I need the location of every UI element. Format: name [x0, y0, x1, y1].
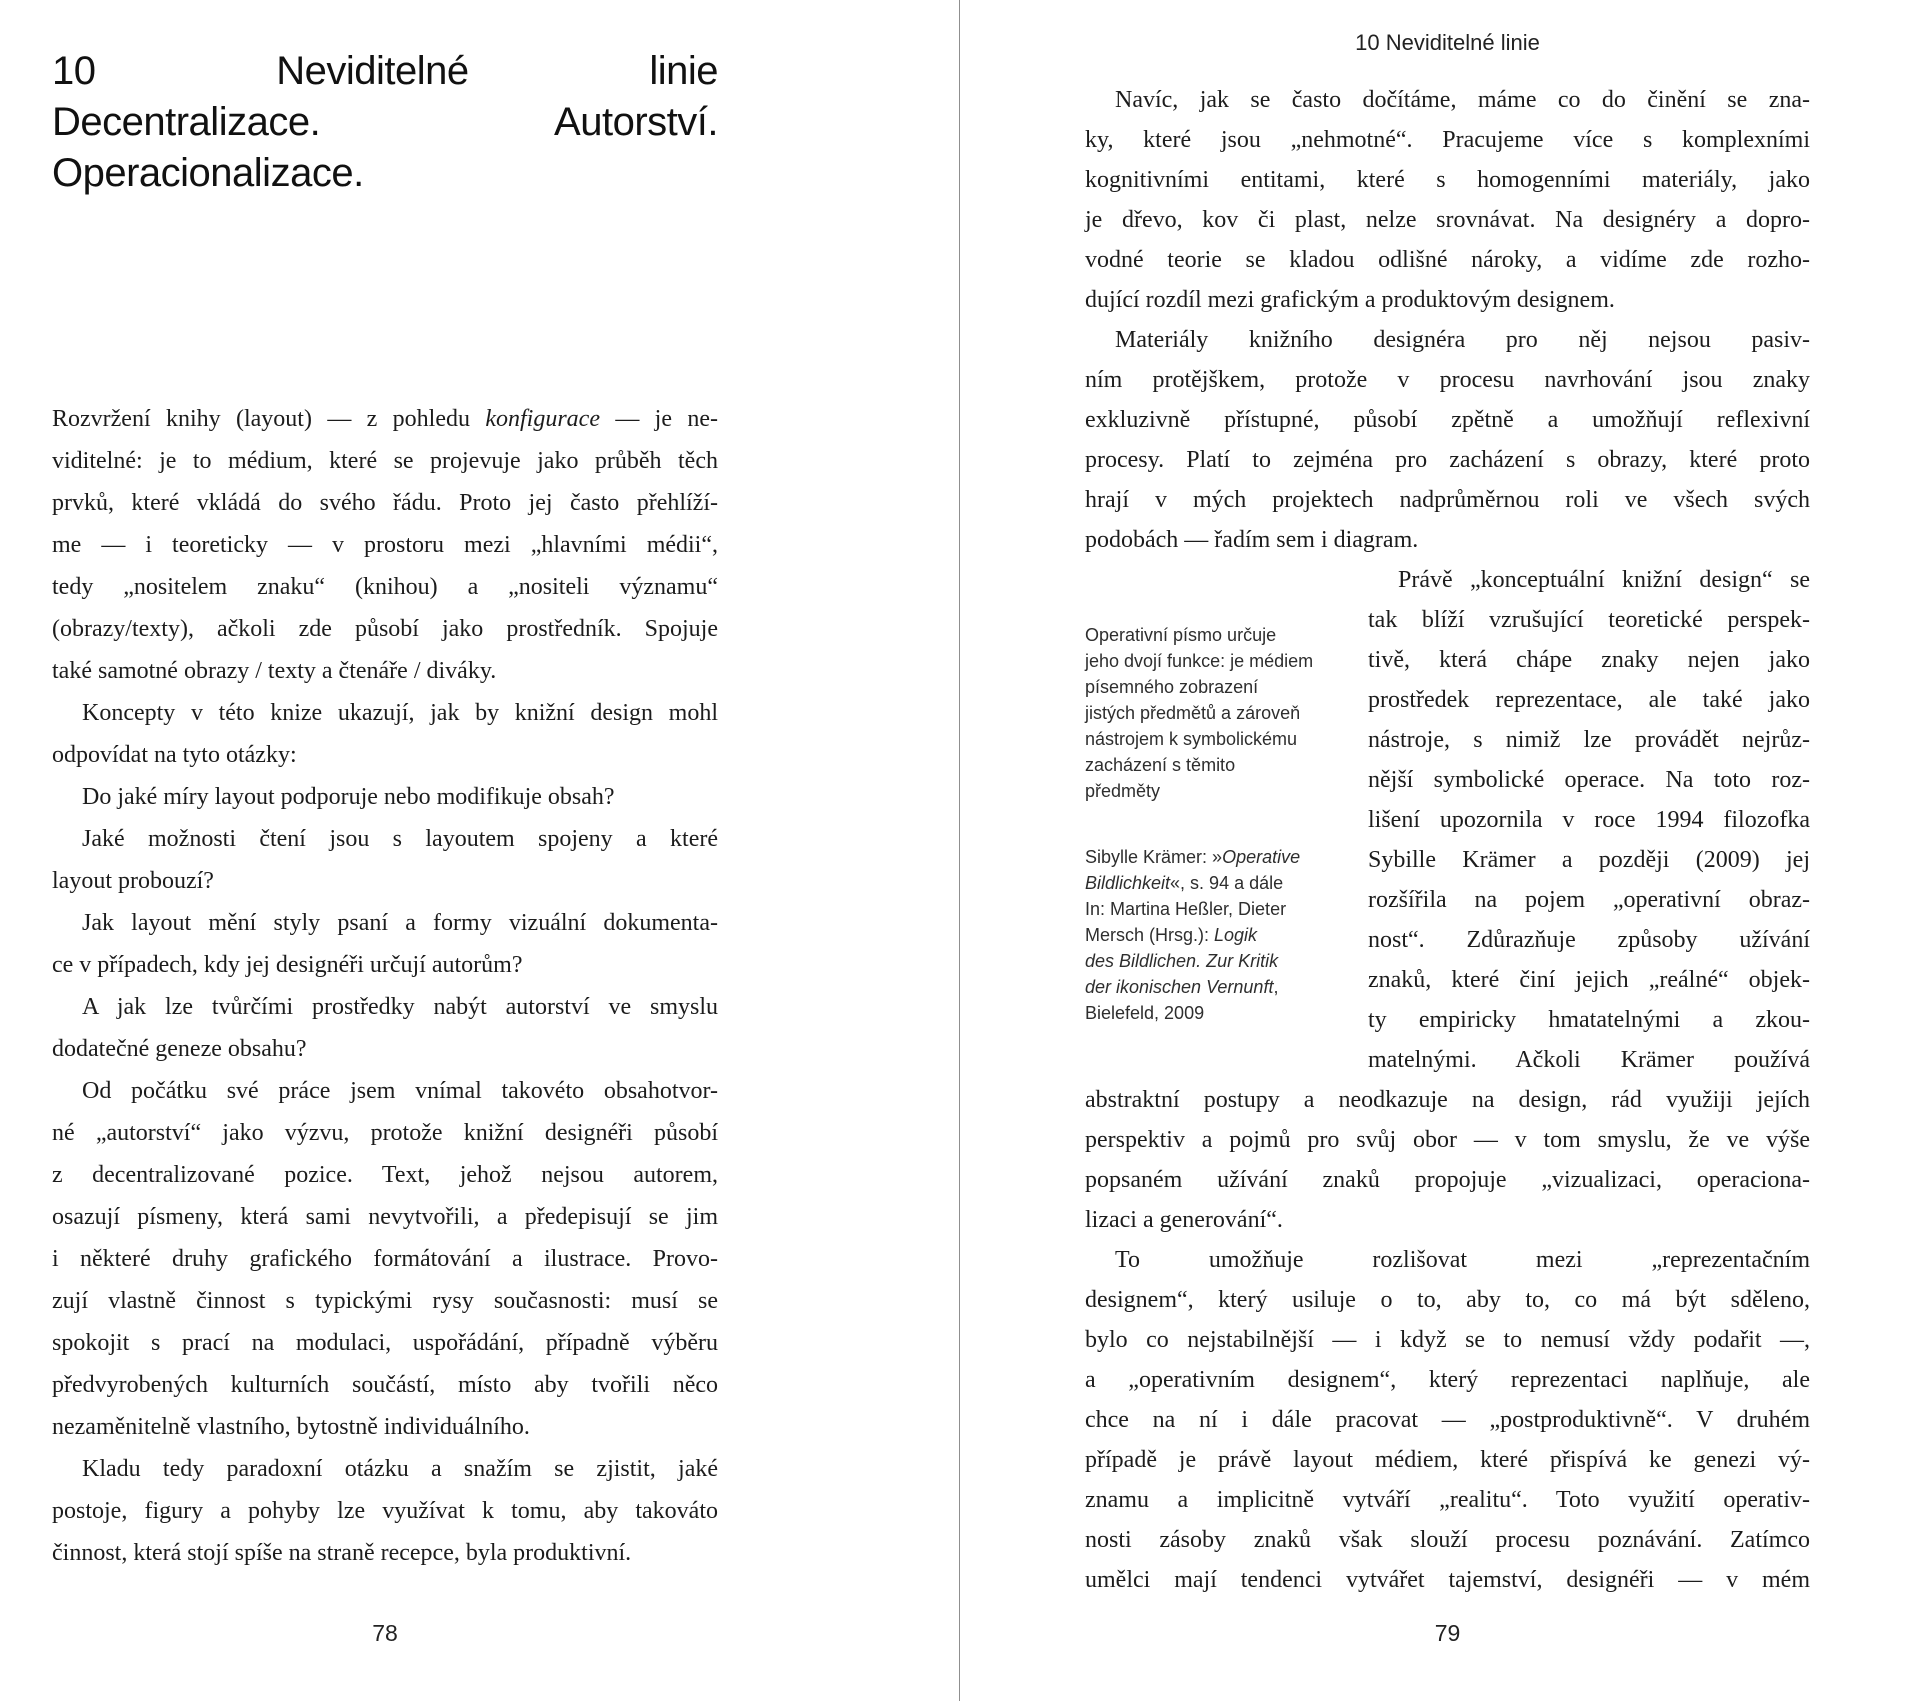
- text-line: bylo co nejstabilnější — i když se to nemusí vždy podařit —,: [1085, 1327, 1810, 1353]
- text-line: umělci mají tendenci vytvářet tajemství, designéři — v mém: [1085, 1567, 1810, 1593]
- text-line: zacházení s těmito: [1085, 755, 1236, 775]
- text-line: Materiály knižního designéra pro něj nejsou pasiv-: [1115, 327, 1810, 353]
- text-line: abstraktní postupy a neodkazuje na design, rád využiji jejích: [1085, 1087, 1810, 1113]
- text-line: Rozvržení knihy (layout) — z pohledu konfigurace — je ne-: [52, 406, 718, 432]
- text-line: viditelné: je to médium, které se projevuje jako průběh těch: [52, 448, 718, 474]
- text-line: exkluzivně přístupné, působí zpětně a umožňují reflexivní: [1085, 407, 1810, 433]
- text-line: (obrazy/texty), ačkoli zde působí jako prostředník. Spojuje: [52, 616, 718, 642]
- text-line: Od počátku své práce jsem vnímal takovéto obsahotvor-: [82, 1078, 718, 1104]
- text-line: Bildlichkeit«, s. 94 a dále: [1085, 873, 1284, 893]
- text-line: né „autorství“ jako výzvu, protože knižní designéři působí: [52, 1120, 718, 1146]
- text-line: 10 Neviditelné linie: [52, 49, 718, 93]
- text-line: Právě „konceptuální knižní design“ se: [1398, 567, 1810, 593]
- text-line: jeho dvojí funkce: je médiem: [1085, 651, 1314, 671]
- text-line: osazují písmeny, která sami nevytvořili, a předepisují se jim: [52, 1204, 718, 1230]
- text-line: vodné teorie se kladou odlišné nároky, a vidíme zde rozho-: [1085, 247, 1810, 273]
- text-line: rozšířila na pojem „operativní obraz-: [1368, 887, 1810, 913]
- text-line: nosti zásoby znaků však slouží procesu poznávání. Zatímco: [1085, 1527, 1810, 1553]
- text-line: kognitivními entitami, které s homogenními materiály, jako: [1085, 167, 1810, 193]
- left-page-body-text: [52, 398, 718, 1574]
- text-line: z decentralizované pozice. Text, jehož nejsou autorem,: [52, 1162, 718, 1188]
- text-line: Koncepty v této knize ukazují, jak by knižní design mohl: [82, 700, 718, 726]
- text-line: dující rozdíl mezi grafickým a produktovým designem.: [1085, 287, 1615, 313]
- text-line: Jak layout mění styly psaní a formy vizuální dokumenta-: [82, 910, 718, 936]
- text-line: Bielefeld, 2009: [1085, 1003, 1205, 1023]
- text-line: matelnými. Ačkoli Krämer používá: [1368, 1047, 1810, 1073]
- text-line: případě je právě layout médiem, které přispívá ke genezi vý-: [1085, 1447, 1810, 1473]
- text-line: Kladu tedy paradoxní otázku a snažím se zjistit, jaké: [82, 1456, 718, 1482]
- text-line: popsaném užívání znaků propojuje „vizualizaci, operaciona-: [1085, 1167, 1810, 1193]
- margin-note-citation: [1085, 844, 1355, 1026]
- text-line: lizaci a generování“.: [1085, 1207, 1283, 1233]
- text-line: Decentralizace. Autorství.: [52, 100, 718, 144]
- text-line: tak blíží vzrušující teoretické perspek-: [1368, 607, 1810, 633]
- text-line: Operacionalizace.: [52, 151, 364, 195]
- text-line: hrají v mých projektech nadprůměrnou roli ve všech svých: [1085, 487, 1810, 513]
- page-number-right: 79: [1434, 1620, 1461, 1646]
- text-line: dodatečné geneze obsahu?: [52, 1036, 307, 1062]
- text-line: Jaké možnosti čtení jsou s layoutem spojeny a které: [82, 826, 718, 852]
- text-line: des Bildlichen. Zur Kritik: [1085, 951, 1279, 971]
- text-line: In: Martina Heßler, Dieter: [1085, 899, 1287, 919]
- text-line: i některé druhy grafického formátování a ilustrace. Provo-: [52, 1246, 718, 1272]
- text-line: A jak lze tvůrčími prostředky nabýt autorství ve smyslu: [82, 994, 718, 1020]
- chapter-title: [52, 46, 718, 199]
- text-line: ky, které jsou „nehmotné“. Pracujeme více s komplexními: [1085, 127, 1810, 153]
- text-line: nezaměnitelně vlastního, bytostně individuálního.: [52, 1414, 530, 1440]
- text-line: jistých předmětů a zároveň: [1085, 703, 1301, 723]
- text-line: Mersch (Hrsg.): Logik: [1085, 925, 1258, 945]
- text-line: tedy „nositelem znaku“ (knihou) a „nositeli významu“: [52, 574, 718, 600]
- text-line: nástroje, s nimiž lze provádět nejrůz-: [1368, 727, 1810, 753]
- text-line: předměty: [1085, 781, 1161, 801]
- text-line: prostředek reprezentace, ale také jako: [1368, 687, 1810, 713]
- text-line: postoje, figury a pohyby lze využívat k tomu, aby takováto: [52, 1498, 718, 1524]
- text-line: me — i teoreticky — v prostoru mezi „hlavními médii“,: [52, 532, 718, 558]
- running-header: 10 Neviditelné linie: [1355, 30, 1540, 55]
- text-line: činnost, která stojí spíše na straně recepce, byla produktivní.: [52, 1540, 632, 1566]
- text-line: odpovídat na tyto otázky:: [52, 742, 297, 768]
- text-line: Sibylle Krämer: »Operative: [1085, 847, 1301, 867]
- text-line: perspektiv a pojmů pro svůj obor — v tom smyslu, že ve výše: [1085, 1127, 1810, 1153]
- text-line: ním protějškem, protože v procesu navrhování jsou znaky: [1085, 367, 1810, 393]
- text-line: znaků, které činí jejich „reálné“ objek-: [1368, 967, 1810, 993]
- text-line: spokojit s prací na modulaci, uspořádání, případně výběru: [52, 1330, 718, 1356]
- text-line: ty empiricky hmatatelnými a zkou-: [1368, 1007, 1810, 1033]
- text-line: To umožňuje rozlišovat mezi „reprezentačním: [1115, 1247, 1810, 1273]
- text-line: podobách — řadím sem i diagram.: [1085, 527, 1419, 553]
- text-line: der ikonischen Vernunft,: [1085, 977, 1279, 997]
- text-line: nástrojem k symbolickému: [1085, 729, 1298, 749]
- text-line: znamu a implicitně vytváří „realitu“. Toto využití operativ-: [1085, 1487, 1810, 1513]
- margin-note-gloss: [1085, 622, 1355, 804]
- page-divider: [959, 0, 960, 1701]
- text-line: procesy. Platí to zejména pro zacházení s obrazy, které proto: [1085, 447, 1810, 473]
- text-line: předvyrobených kulturních součástí, místo aby tvořili něco: [52, 1372, 718, 1398]
- text-line: ce v případech, kdy jej designéři určují autorům?: [52, 952, 523, 978]
- text-line: chce na ní i dále pracovat — „postproduktivně“. V druhém: [1085, 1407, 1810, 1433]
- text-line: designem“, který usiluje o to, aby to, co má být sděleno,: [1085, 1287, 1810, 1313]
- page-number-left: 78: [372, 1620, 398, 1646]
- text-line: lišení upozornila v roce 1994 filozofka: [1368, 807, 1810, 833]
- text-line: je dřevo, kov či plast, nelze srovnávat. Na designéry a dopro-: [1085, 207, 1810, 233]
- text-line: prvků, které vkládá do svého řádu. Proto jej často přehlíží-: [52, 490, 718, 516]
- text-line: nost“. Zdůrazňuje způsoby užívání: [1368, 927, 1810, 953]
- text-line: Sybille Krämer a později (2009) jej: [1368, 847, 1810, 873]
- right-page-body-top: [1085, 80, 1810, 560]
- text-line: tivě, která chápe znaky nejen jako: [1368, 647, 1810, 673]
- text-line: a „operativním designem“, který reprezentaci naplňuje, ale: [1085, 1367, 1810, 1393]
- right-page-narrow-column: [1368, 560, 1810, 1080]
- text-line: Navíc, jak se často dočítáme, máme co do činění se zna-: [1115, 87, 1810, 113]
- text-line: nější symbolické operace. Na toto roz-: [1368, 767, 1810, 793]
- text-line: také samotné obrazy / texty a čtenáře / diváky.: [52, 658, 497, 684]
- text-line: písemného zobrazení: [1085, 677, 1259, 697]
- right-page-body-bottom: [1085, 1080, 1810, 1600]
- text-line: Do jaké míry layout podporuje nebo modifikuje obsah?: [82, 784, 615, 810]
- text-line: zují vlastně činnost s typickými rysy současnosti: musí se: [52, 1288, 718, 1314]
- text-line: Operativní písmo určuje: [1085, 625, 1277, 645]
- text-line: layout probouzí?: [52, 868, 214, 894]
